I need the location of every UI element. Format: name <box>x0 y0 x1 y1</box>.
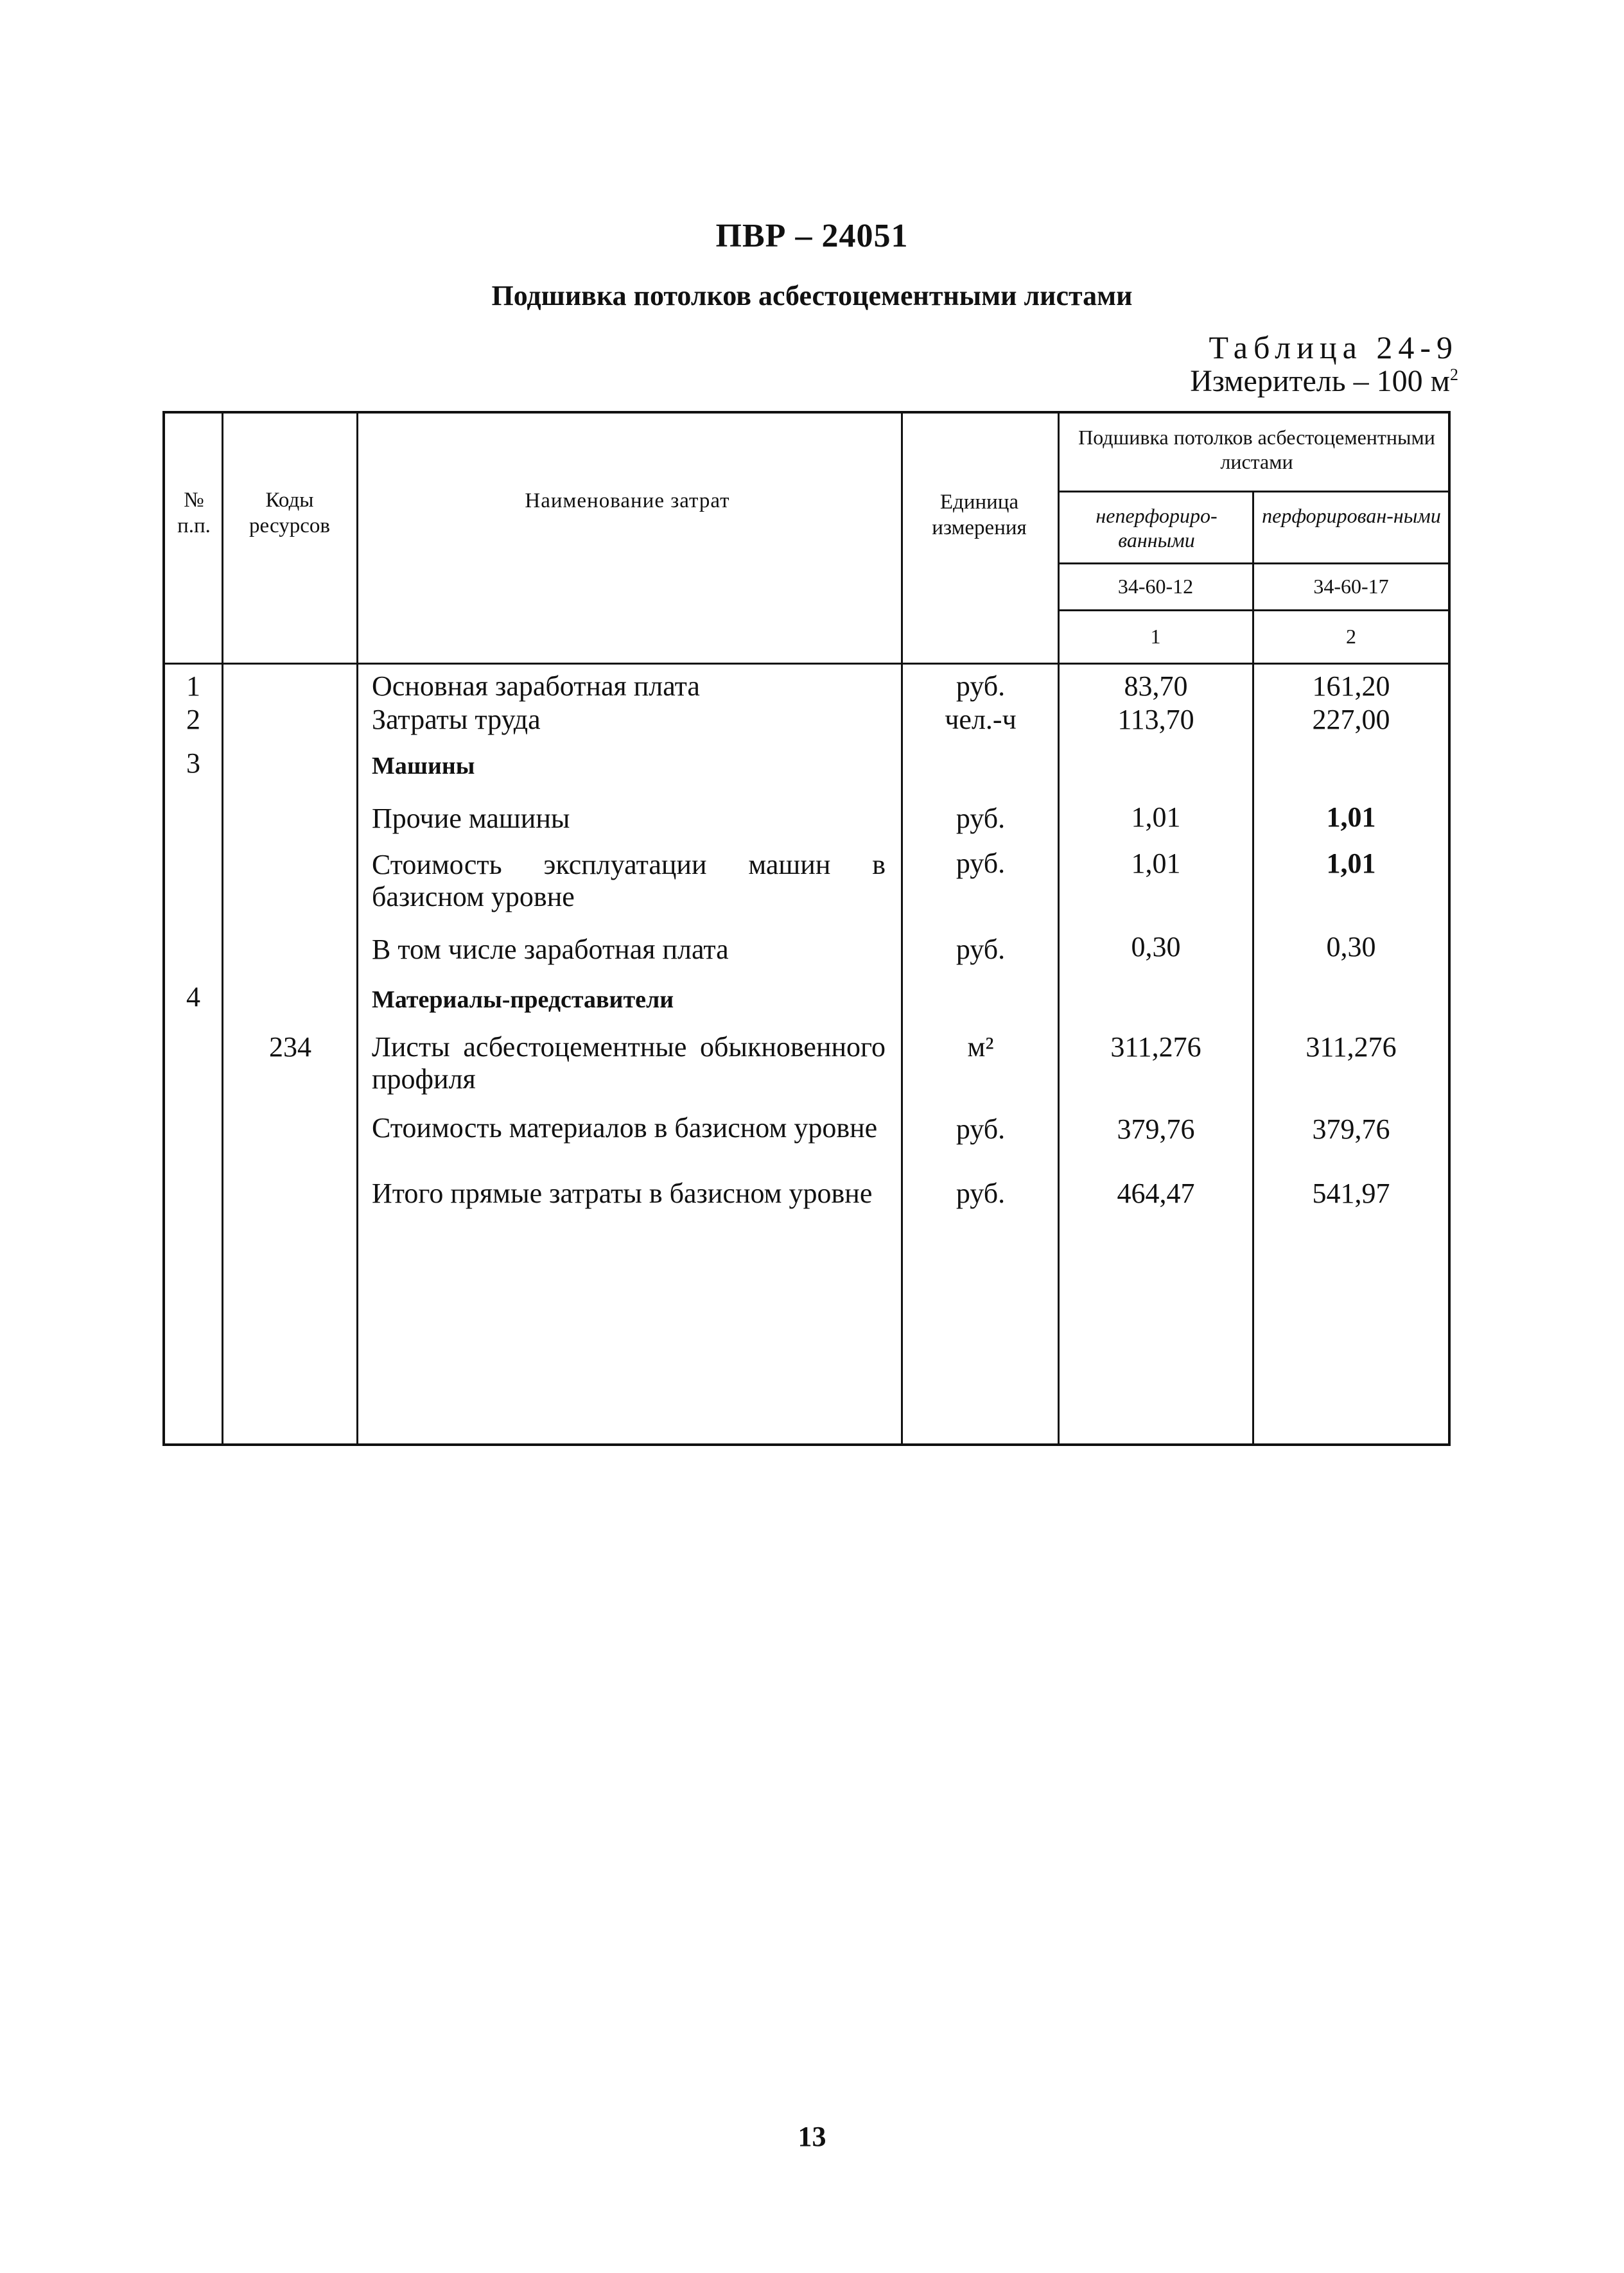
row-unit: руб. <box>956 1178 1006 1209</box>
header-group: Подшивка потолков асбестоцементными листами <box>1078 426 1435 473</box>
header-rule <box>1058 562 1448 564</box>
header-code1: 34-60-12 <box>1117 575 1194 598</box>
row-value-1: 1,01 <box>1131 801 1181 833</box>
row-value-2: 311,276 <box>1305 1031 1397 1063</box>
row-value-2: 379,76 <box>1312 1113 1390 1145</box>
row-num: 1 <box>186 670 200 702</box>
row-name: Стоимость материалов в базисном уровне <box>372 1112 878 1144</box>
row-name: В том числе заработная плата <box>372 934 729 965</box>
row-unit: руб. <box>956 670 1006 702</box>
header-codes: Коды ресурсов <box>249 489 330 537</box>
header-sub2: перфорирован-ными <box>1262 504 1441 527</box>
table-label: Таблица 24-9 <box>1209 329 1458 365</box>
row-num: 3 <box>186 747 200 779</box>
document-code: ПВР – 24051 <box>715 218 909 254</box>
row-value-1: 311,276 <box>1110 1031 1201 1063</box>
row-value-1: 113,70 <box>1117 704 1194 735</box>
row-unit: руб. <box>956 803 1006 834</box>
header-code2: 34-60-17 <box>1313 575 1389 598</box>
row-value-2: 541,97 <box>1312 1178 1390 1209</box>
row-num: 2 <box>186 704 200 735</box>
col-divider <box>222 414 223 1443</box>
row-value-2: 1,01 <box>1326 848 1376 879</box>
row-name: Затраты труда <box>372 704 541 735</box>
row-unit: чел.-ч <box>945 704 1017 735</box>
measure-label <box>1190 363 1458 399</box>
header-idx2: 2 <box>1346 625 1356 648</box>
col-divider <box>1058 414 1060 1443</box>
header-bottom-rule <box>165 663 1448 665</box>
row-unit: руб. <box>956 934 1006 965</box>
measure-text: Измеритель – 100 м <box>1190 364 1450 398</box>
row-name: Прочие машины <box>372 803 570 834</box>
row-value-2: 1,01 <box>1326 801 1376 833</box>
header-rule <box>1058 491 1448 492</box>
row-value-1: 379,76 <box>1117 1113 1195 1145</box>
row-num: 4 <box>186 981 200 1013</box>
col-divider <box>901 414 903 1443</box>
row-value-1: 83,70 <box>1124 670 1188 702</box>
header-name: Наименование затрат <box>525 489 730 512</box>
col-divider <box>356 414 358 1443</box>
row-unit: м² <box>967 1031 994 1063</box>
row-unit: руб. <box>956 1113 1006 1145</box>
section-heading: Машины <box>372 753 475 779</box>
row-value-1: 0,30 <box>1131 931 1181 962</box>
header-idx1: 1 <box>1150 625 1161 648</box>
document-title: Подшивка потолков асбестоцементными листами <box>491 280 1133 311</box>
header-num: № п.п. <box>177 489 211 537</box>
header-sub1: неперфориро-ванными <box>1096 504 1218 552</box>
page-number: 13 <box>798 2121 826 2152</box>
row-name: Листы асбестоцементные обыкновенного профиля <box>372 1031 886 1095</box>
row-name: Стоимость эксплуатации машин в базисном уровне <box>372 849 886 912</box>
row-value-2: 0,30 <box>1326 931 1376 962</box>
section-heading: Материалы-представители <box>372 986 674 1013</box>
row-value-1: 464,47 <box>1117 1178 1195 1209</box>
row-unit: руб. <box>956 848 1006 879</box>
row-name: Итого прямые затраты в базисном уровне <box>372 1178 873 1209</box>
measure-sup: 2 <box>1450 365 1458 384</box>
header-rule <box>1058 609 1448 611</box>
cost-table <box>162 411 1451 1446</box>
row-code: 234 <box>269 1031 311 1063</box>
header-unit: Единица измерения <box>932 491 1027 539</box>
col-divider <box>1252 491 1254 1443</box>
row-value-2: 227,00 <box>1312 704 1390 735</box>
row-name: Основная заработная плата <box>372 670 700 702</box>
row-value-1: 1,01 <box>1131 848 1181 879</box>
row-value-2: 161,20 <box>1312 670 1390 702</box>
